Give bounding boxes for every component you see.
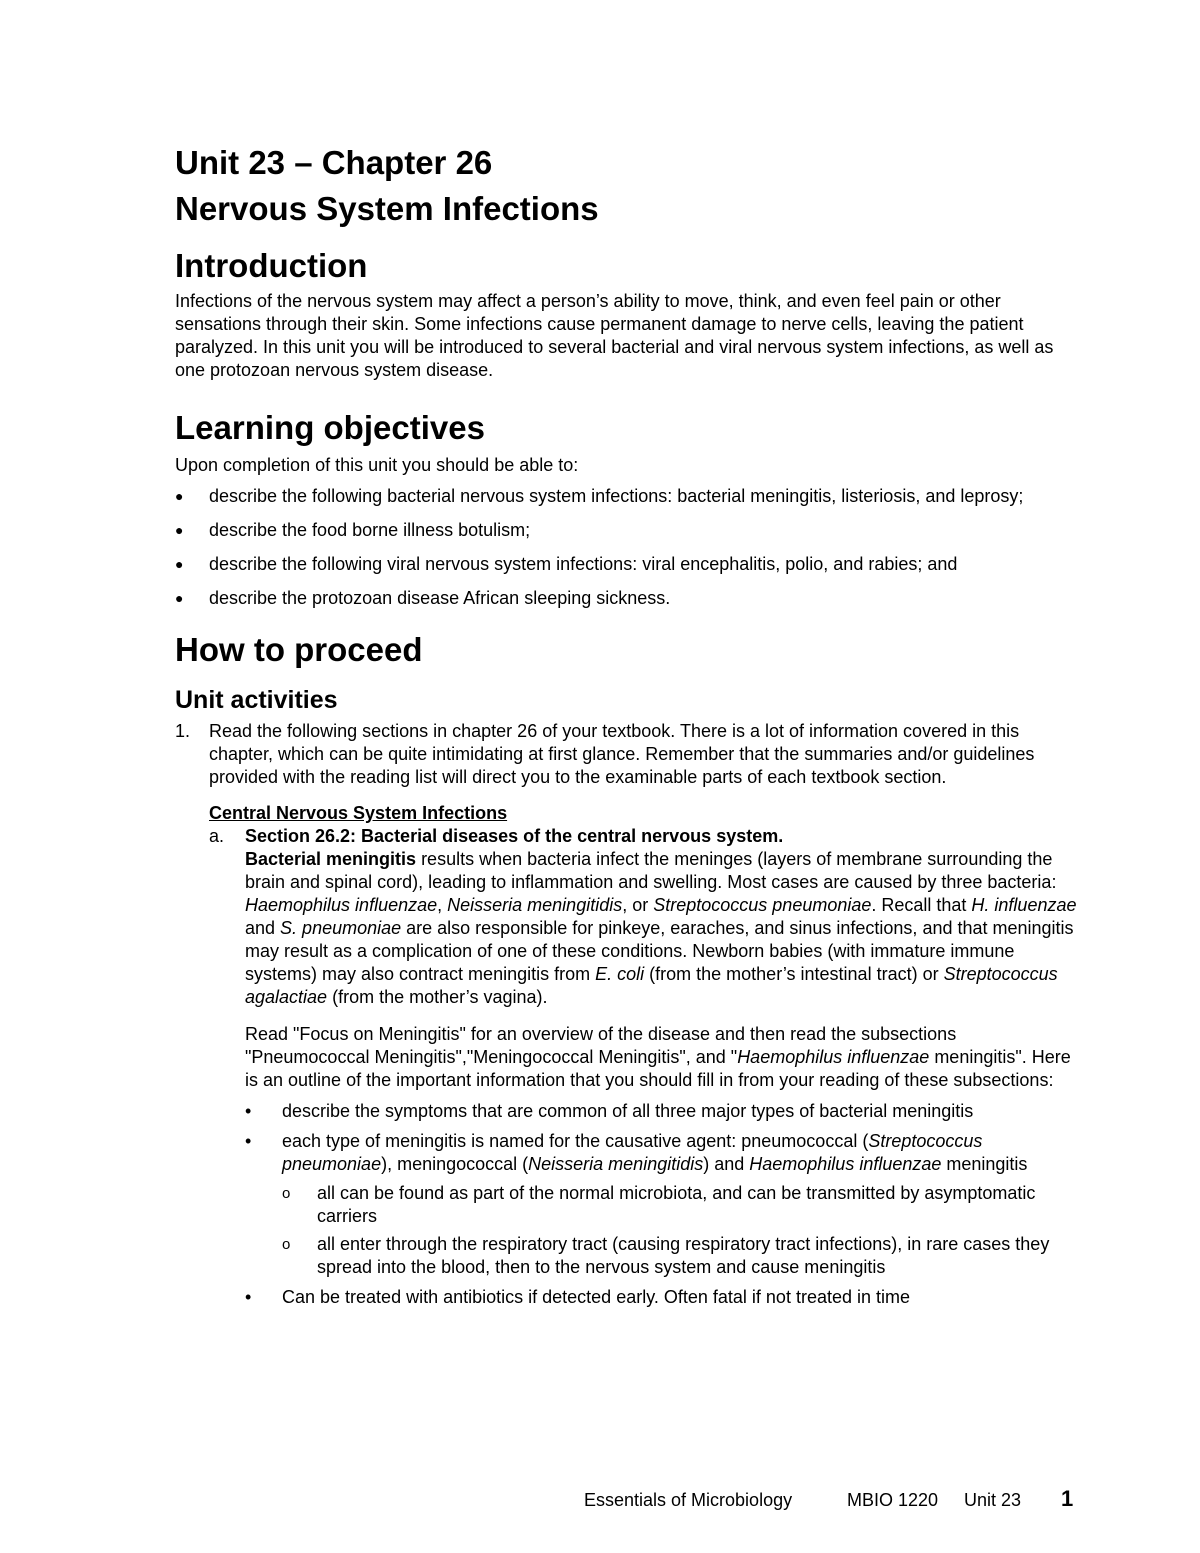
outline-sublist: [282, 1182, 1085, 1279]
footer-unit: Unit 23: [964, 1490, 1022, 1510]
page-footer: [0, 1486, 1200, 1516]
outline-subitem: [282, 1182, 1085, 1228]
document-title: [175, 140, 1085, 232]
outline-item: • Can be treated with antibiotics if detected early. Often fatal if not treated in time: [245, 1286, 1085, 1309]
objective-item: ● describe the following viral nervous system infections: viral encephalitis, polio, and rabies; and: [175, 553, 1085, 576]
species-name: E. coli: [595, 964, 645, 984]
outline-subitem: [282, 1233, 1085, 1279]
introduction-text: Infections of the nervous system may affect a person’s ability to move, think, and even feel pain or other sensations through their skin. Some infections cause permanent damage to nerve cells, leaving the patient paralyzed. In this unit you will be introduced to several bacterial and viral nervous system infections, as well as one protozoan nervous system disease.: [175, 291, 1054, 380]
objective-item: ● describe the food borne illness botulism;: [175, 519, 1085, 542]
how-to-proceed-heading: How to proceed: [175, 631, 423, 668]
species-name: H. influenzae: [971, 895, 1077, 915]
section-title: Section 26.2: Bacterial diseases of the central nervous system.: [245, 826, 784, 846]
text-run: ), meningococcal (: [381, 1154, 529, 1174]
outline-item: • describe the symptoms that are common of all three major types of bacterial meningitis: [245, 1100, 1085, 1123]
text-run: ) and: [703, 1154, 750, 1174]
circle-bullet: o: [282, 1185, 291, 1202]
text-run: meningitis: [941, 1154, 1028, 1174]
bacterial-meningitis-term: Bacterial meningitis: [245, 849, 417, 869]
species-name: Streptococcus pneumoniae: [653, 895, 872, 915]
text-run: Read "Focus on Meningitis" for an overview of the disease and then read the subsections "Pneumococcal Meningitis","Meningococcal Meningitis", and ": [245, 1024, 957, 1067]
objective-item: ● describe the protozoan disease African sleeping sickness.: [175, 587, 1085, 610]
text-run: (from the mother’s vagina).: [327, 987, 548, 1007]
species-name: Haemophilus influenzae: [737, 1047, 930, 1067]
species-name: Neisseria meningitidis: [447, 895, 623, 915]
species-name: Haemophilus influenzae: [749, 1154, 942, 1174]
species-name: Neisseria meningitidis: [528, 1154, 704, 1174]
text-run: all enter through the respiratory tract (causing respiratory tract infections), in rare cases they spread into the blood, then to the nervous system and cause meningitis: [317, 1234, 1050, 1277]
learning-objectives-lead: Upon completion of this unit you should be able to:: [175, 455, 579, 475]
title-line-2: Nervous System Infections: [175, 190, 599, 227]
text-run: (from the mother’s intestinal tract) or: [644, 964, 944, 984]
species-name: Streptococcus pneumoniae: [282, 1131, 983, 1174]
text-run: , or: [622, 895, 654, 915]
unit-activities-list: [175, 720, 1085, 1309]
species-name: Streptococcus agalactiae: [245, 964, 1058, 1007]
section-a: [209, 825, 1085, 1309]
bacterial-meningitis-paragraph: [245, 848, 1085, 1009]
section-letter: a.: [209, 826, 225, 846]
page-number: 1: [1061, 1486, 1074, 1511]
activity-step: [175, 720, 1085, 1309]
objective-item: ● describe the following bacterial nervous system infections: bacterial meningitis, listeriosis, and leprosy;: [175, 485, 1085, 508]
learning-objectives-heading: Learning objectives: [175, 409, 485, 446]
footer-course-code: MBIO 1220: [847, 1490, 939, 1510]
text-run: . Recall that: [871, 895, 972, 915]
text-run: ,: [437, 895, 448, 915]
text-run: and: [245, 918, 281, 938]
footer-course-title: Essentials of Microbiology: [584, 1490, 793, 1510]
outline-item: [245, 1130, 1085, 1279]
cns-infections-heading: Central Nervous System Infections: [209, 803, 508, 823]
text-run: meningitis". Here is an outline of the important information that you should fill in from your reading of these subsections:: [245, 1047, 1071, 1090]
text-run: are also responsible for pinkeye, earaches, and sinus infections, and that meningitis may result as a complication of one of these conditions. Newborn babies (with immature immune systems) may also contract meningitis from: [245, 918, 1074, 984]
text-run: results when bacteria infect the meninges (layers of membrane surrounding the brain and spinal cord), leading to inflammation and swelling. Most cases are caused by three bacteria:: [245, 849, 1057, 892]
title-line-1: Unit 23 – Chapter 26: [175, 144, 493, 181]
species-name: S. pneumoniae: [280, 918, 402, 938]
text-run: all can be found as part of the normal microbiota, and can be transmitted by asymptomatic carriers: [317, 1183, 1036, 1226]
unit-activities-heading: Unit activities: [175, 686, 338, 714]
outline-list: [245, 1100, 1085, 1309]
circle-bullet: o: [282, 1236, 291, 1253]
text-run: each type of meningitis is named for the causative agent: pneumococcal (: [282, 1131, 869, 1151]
step-text: Read the following sections in chapter 26 of your textbook. There is a lot of information covered in this chapter, which can be quite intimidating at first glance. Remember that the summaries and/or guidelines provided with the reading list will direct you to the examinable parts of each textbook section.: [209, 721, 1035, 787]
document-page: [175, 140, 1085, 1316]
step-number: 1.: [175, 721, 191, 741]
reading-instructions: [245, 1023, 1085, 1092]
introduction-heading: Introduction: [175, 247, 368, 284]
species-name: Haemophilus influenzae: [245, 895, 438, 915]
learning-objectives-list: [175, 485, 1085, 610]
